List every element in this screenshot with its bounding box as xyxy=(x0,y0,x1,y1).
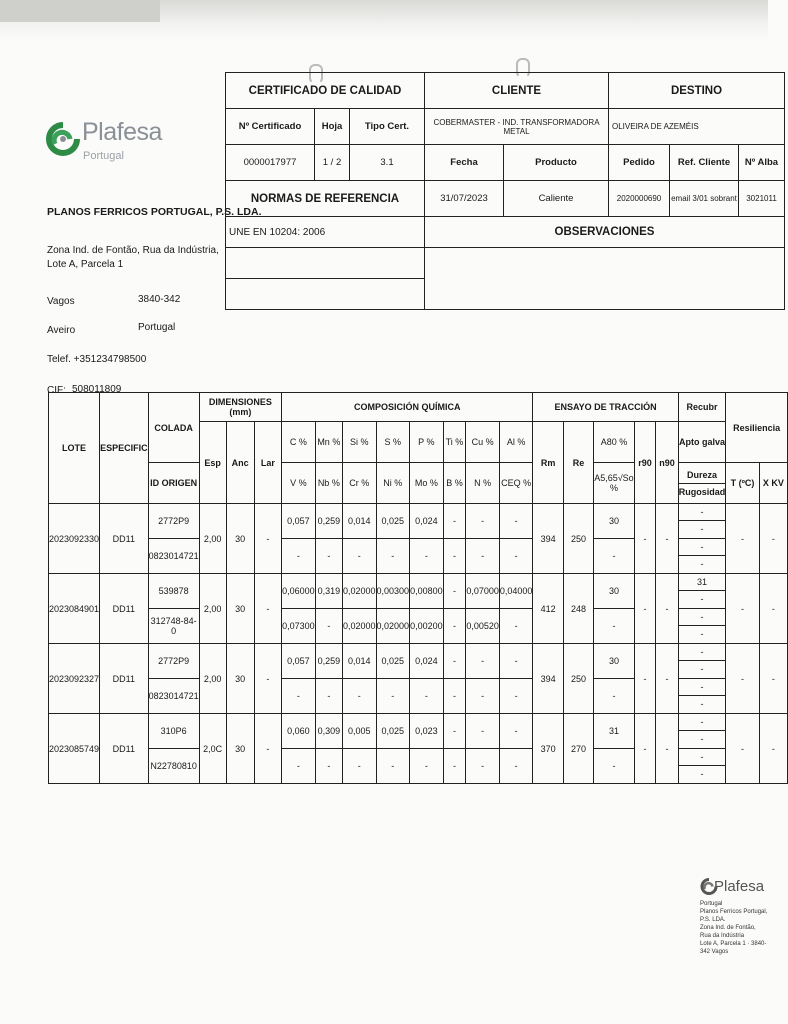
chem-top-header: Si % xyxy=(342,422,376,463)
composicion-header: COMPOSICIÓN QUÍMICA xyxy=(282,393,533,422)
chem-top-cell: 0,06000 xyxy=(282,574,316,609)
rugosidad-header: Rugosidad xyxy=(678,486,726,497)
cert-number: 0000017977 xyxy=(226,145,315,181)
kv-cell: - xyxy=(759,574,787,644)
chem-top-header: Cu % xyxy=(466,422,500,463)
id-origen-cell: 0823014721 xyxy=(148,679,199,714)
esp-cell: 2,00 xyxy=(199,644,226,714)
tc-cell: - xyxy=(726,644,760,714)
chem-bottom-cell: - xyxy=(443,749,466,784)
id-origen-cell: N22780810 xyxy=(148,749,199,784)
producto-label: Producto xyxy=(504,145,609,181)
chem-top-cell: - xyxy=(466,504,500,539)
company-postcode: 3840-342 xyxy=(138,294,181,305)
chem-top-cell: 0,023 xyxy=(410,714,444,749)
chem-top-cell: 0,060 xyxy=(282,714,316,749)
recubr-cell xyxy=(678,644,726,679)
chem-bottom-cell: - xyxy=(342,539,376,574)
chem-top-cell: - xyxy=(499,504,533,539)
tipo-label: Tipo Cert. xyxy=(350,109,425,145)
colada-header: COLADA xyxy=(148,393,199,463)
rm-header: Rm xyxy=(533,422,563,504)
chem-bottom-header: B % xyxy=(443,463,466,504)
stamp-brand: Plafesa xyxy=(714,878,765,895)
header-table xyxy=(225,72,785,310)
certificate-title: CERTIFICADO DE CALIDAD xyxy=(226,73,425,109)
chem-bottom-cell: - xyxy=(315,539,342,574)
chem-top-cell: - xyxy=(466,644,500,679)
chem-bottom-cell: - xyxy=(315,609,342,644)
especific-cell: DD11 xyxy=(100,644,149,714)
lote-header: LOTE xyxy=(49,393,100,504)
id-origen-header: ID ORIGEN xyxy=(148,463,199,504)
chem-top-cell: 0,07000 xyxy=(466,574,500,609)
chem-bottom-cell: - xyxy=(342,749,376,784)
chem-bottom-cell: - xyxy=(376,539,410,574)
fecha-value: 31/07/2023 xyxy=(425,181,504,217)
chem-top-cell: 0,005 xyxy=(342,714,376,749)
chem-bottom-cell: - xyxy=(466,539,500,574)
kv-cell: - xyxy=(759,644,787,714)
lar-cell: - xyxy=(254,644,281,714)
chem-bottom-cell: - xyxy=(499,679,533,714)
company-address: Zona Ind. de Fontão, Rua da Indústria, Lote A, Parcela 1 xyxy=(47,245,219,270)
lote-cell: 2023084901 xyxy=(49,574,100,644)
id-origen-cell: 0823014721 xyxy=(148,539,199,574)
id-origen-cell: 312748-84-0 xyxy=(148,609,199,644)
observaciones-label: OBSERVACIONES xyxy=(425,217,785,248)
recubr-value: - xyxy=(700,699,704,709)
especific-cell: DD11 xyxy=(100,504,149,574)
kv-header: X KV xyxy=(759,463,787,504)
stamp-line2: Zona Ind. de Fontão, Rua da Indústria xyxy=(700,925,756,939)
company-name: PLANOS FERRICOS PORTUGAL, P.S. LDA. xyxy=(47,206,262,218)
tc-cell: - xyxy=(726,504,760,574)
recubr-value: - xyxy=(700,594,704,604)
company-phone: Telef. +351234798500 xyxy=(47,354,147,365)
cert-number-label: Nº Certificado xyxy=(226,109,315,145)
chem-bottom-cell: 0,00520 xyxy=(466,609,500,644)
company-city: Vagos xyxy=(47,296,75,307)
kv-cell: - xyxy=(759,504,787,574)
recubr-value: - xyxy=(700,629,704,639)
chem-top-cell: - xyxy=(443,644,466,679)
chem-top-cell: - xyxy=(443,504,466,539)
re-cell: 250 xyxy=(563,644,593,714)
lar-cell: - xyxy=(254,714,281,784)
chem-top-cell: 0,02000 xyxy=(342,574,376,609)
chem-bottom-cell: - xyxy=(410,539,444,574)
dureza-rugosidad-header xyxy=(678,463,726,504)
company-logo xyxy=(46,118,162,174)
cliente-value: COBERMASTER - IND. TRANSFORMADORA METAL xyxy=(425,109,609,145)
chem-top-header: Mn % xyxy=(315,422,342,463)
re-header: Re xyxy=(563,422,593,504)
logo-brand: Plafesa xyxy=(82,118,162,146)
chem-top-cell: 0,014 xyxy=(342,504,376,539)
recubr-cell xyxy=(678,714,726,749)
chem-bottom-cell: - xyxy=(282,749,316,784)
chem-top-cell: - xyxy=(443,574,466,609)
chem-bottom-cell: 0,07300 xyxy=(282,609,316,644)
recubr-cell xyxy=(678,504,726,539)
chem-bottom-cell: - xyxy=(342,679,376,714)
a-alt-cell: - xyxy=(594,539,634,574)
re-cell: 250 xyxy=(563,504,593,574)
tc-header: T (ºC) xyxy=(726,463,760,504)
rm-cell: 412 xyxy=(533,574,563,644)
albaran-value: 3021011 xyxy=(739,181,785,217)
chem-bottom-cell: - xyxy=(410,749,444,784)
r90-cell: - xyxy=(634,574,656,644)
r90-cell: - xyxy=(634,644,656,714)
especific-header: ESPECIFIC xyxy=(100,393,149,504)
norma-value: UNE EN 10204: 2006 xyxy=(226,217,425,248)
logo-subtitle: Portugal xyxy=(83,150,124,162)
company-cif-label: CIF: xyxy=(47,385,66,396)
dureza-header: Dureza xyxy=(679,467,726,484)
dimensiones-header: DIMENSIONES (mm) xyxy=(199,393,282,422)
chem-top-cell: 0,025 xyxy=(376,714,410,749)
esp-cell: 2,0C xyxy=(199,714,226,784)
chem-top-cell: - xyxy=(499,714,533,749)
test-results-table xyxy=(48,392,788,784)
colada-cell: 539878 xyxy=(148,574,199,609)
re-cell: 248 xyxy=(563,574,593,644)
recubr-header: Recubr xyxy=(678,393,726,422)
n90-cell: - xyxy=(656,714,678,784)
especific-cell: DD11 xyxy=(100,714,149,784)
chem-top-cell: 0,024 xyxy=(410,504,444,539)
a-alt-cell: - xyxy=(594,609,634,644)
lar-cell: - xyxy=(254,504,281,574)
recubr-value: 31 xyxy=(679,574,726,591)
recubr-value: - xyxy=(679,644,726,661)
ensayo-header: ENSAYO DE TRACCIÓN xyxy=(533,393,678,422)
chem-bottom-header: Mo % xyxy=(410,463,444,504)
chem-bottom-cell: 0,02000 xyxy=(342,609,376,644)
esp-header: Esp xyxy=(199,422,226,504)
recubr-cell xyxy=(678,574,726,609)
hoja-label: Hoja xyxy=(315,109,350,145)
a-alt-cell: - xyxy=(594,749,634,784)
lote-cell: 2023085749 xyxy=(49,714,100,784)
recubr-cell xyxy=(678,539,726,574)
a-alt-header: A5,65√So % xyxy=(594,463,634,504)
recubr-value: - xyxy=(700,559,704,569)
chem-top-header: P % xyxy=(410,422,444,463)
chem-bottom-cell: - xyxy=(443,609,466,644)
chem-bottom-cell: - xyxy=(410,679,444,714)
chem-bottom-header: Ni % xyxy=(376,463,410,504)
observaciones-body xyxy=(425,248,785,310)
destino-label: DESTINO xyxy=(609,73,785,109)
n90-cell: - xyxy=(656,504,678,574)
chem-bottom-header: Nb % xyxy=(315,463,342,504)
rm-cell: 370 xyxy=(533,714,563,784)
a80-cell: 31 xyxy=(594,714,634,749)
anc-cell: 30 xyxy=(226,644,254,714)
a80-cell: 30 xyxy=(594,504,634,539)
company-stamp xyxy=(700,878,768,958)
chem-bottom-cell: - xyxy=(376,679,410,714)
normas-label: NORMAS DE REFERENCIA xyxy=(226,181,425,217)
lar-cell: - xyxy=(254,574,281,644)
chem-top-cell: 0,319 xyxy=(315,574,342,609)
plafesa-logo-icon xyxy=(46,122,80,162)
colada-cell: 310P6 xyxy=(148,714,199,749)
chem-bottom-cell: - xyxy=(315,679,342,714)
chem-bottom-cell: 0,02000 xyxy=(376,609,410,644)
chem-top-cell: 0,057 xyxy=(282,504,316,539)
chem-top-cell: 0,00800 xyxy=(410,574,444,609)
a80-header: A80 % xyxy=(594,422,634,463)
cliente-label: CLIENTE xyxy=(425,73,609,109)
tc-cell: - xyxy=(726,574,760,644)
recubr-value: - xyxy=(679,539,726,556)
recubr-value: - xyxy=(700,664,704,674)
chem-bottom-cell: - xyxy=(443,679,466,714)
r90-header: r90 xyxy=(634,422,656,504)
ref-cliente-value: email 3/01 sobrant xyxy=(670,181,739,217)
chem-bottom-header: N % xyxy=(466,463,500,504)
chem-bottom-cell: - xyxy=(376,749,410,784)
esp-cell: 2,00 xyxy=(199,504,226,574)
chem-bottom-cell: - xyxy=(466,749,500,784)
colada-cell: 2772P9 xyxy=(148,504,199,539)
chem-top-cell: 0,057 xyxy=(282,644,316,679)
n90-cell: - xyxy=(656,644,678,714)
recubr-cell xyxy=(678,609,726,644)
a80-cell: 30 xyxy=(594,644,634,679)
company-country: Portugal xyxy=(138,322,176,333)
chem-top-header: Ti % xyxy=(443,422,466,463)
n90-header: n90 xyxy=(656,422,678,504)
a80-cell: 30 xyxy=(594,574,634,609)
chem-bottom-cell: - xyxy=(315,749,342,784)
esp-cell: 2,00 xyxy=(199,574,226,644)
recubr-value: - xyxy=(679,504,726,521)
recubr-value: - xyxy=(700,769,704,779)
especific-cell: DD11 xyxy=(100,574,149,644)
chem-top-cell: 0,309 xyxy=(315,714,342,749)
chem-top-cell: 0,259 xyxy=(315,504,342,539)
chem-top-cell: - xyxy=(443,714,466,749)
chem-top-cell: 0,04000 xyxy=(499,574,533,609)
lote-cell: 2023092330 xyxy=(49,504,100,574)
chem-top-cell: - xyxy=(499,644,533,679)
chem-bottom-cell: - xyxy=(443,539,466,574)
recubr-value: - xyxy=(679,714,726,731)
a-alt-cell: - xyxy=(594,679,634,714)
recubr-value: - xyxy=(679,679,726,696)
recubr-value: - xyxy=(700,734,704,744)
stamp-line3: Lote A, Parcela 1 · 3840-342 Vagos xyxy=(700,941,767,955)
chem-bottom-cell: - xyxy=(499,609,533,644)
company-cif: 508011809 xyxy=(72,384,122,395)
chem-top-cell: 0,00300 xyxy=(376,574,410,609)
chem-bottom-cell: - xyxy=(466,679,500,714)
chem-top-cell: 0,025 xyxy=(376,504,410,539)
fecha-label: Fecha xyxy=(425,145,504,181)
tc-cell: - xyxy=(726,714,760,784)
kv-cell: - xyxy=(759,714,787,784)
hoja-value: 1 / 2 xyxy=(315,145,350,181)
rm-cell: 394 xyxy=(533,644,563,714)
lote-cell: 2023092327 xyxy=(49,644,100,714)
rm-cell: 394 xyxy=(533,504,563,574)
stamp-line1: Planos Ferricos Portugal, P.S. LDA. xyxy=(700,909,768,923)
chem-top-header: S % xyxy=(376,422,410,463)
anc-header: Anc xyxy=(226,422,254,504)
chem-top-header: C % xyxy=(282,422,316,463)
recubr-value: - xyxy=(679,749,726,766)
colada-cell: 2772P9 xyxy=(148,644,199,679)
chem-top-header: Al % xyxy=(499,422,533,463)
recubr-cell xyxy=(678,679,726,714)
scan-shadow-corner xyxy=(0,0,160,22)
norma-blank xyxy=(226,248,425,279)
pedido-value: 2020000690 xyxy=(609,181,670,217)
pedido-label: Pedido xyxy=(609,145,670,181)
albaran-label: Nº Alba xyxy=(739,145,785,181)
tipo-value: 3.1 xyxy=(350,145,425,181)
re-cell: 270 xyxy=(563,714,593,784)
chem-top-cell: 0,259 xyxy=(315,644,342,679)
chem-bottom-cell: - xyxy=(282,539,316,574)
company-district: Aveiro xyxy=(47,325,76,336)
lar-header: Lar xyxy=(254,422,281,504)
recubr-value: - xyxy=(679,609,726,626)
chem-bottom-header: Cr % xyxy=(342,463,376,504)
r90-cell: - xyxy=(634,714,656,784)
resiliencia-header: Resiliencia xyxy=(726,393,788,463)
stamp-text xyxy=(700,900,768,956)
recubr-value: - xyxy=(700,524,704,534)
apto-header: Apto galva xyxy=(678,422,726,463)
chem-bottom-cell: 0,00200 xyxy=(410,609,444,644)
anc-cell: 30 xyxy=(226,714,254,784)
chem-bottom-cell: - xyxy=(282,679,316,714)
destino-value: OLIVEIRA DE AZEMÉIS xyxy=(609,109,785,145)
chem-top-cell: 0,014 xyxy=(342,644,376,679)
r90-cell: - xyxy=(634,504,656,574)
anc-cell: 30 xyxy=(226,504,254,574)
chem-top-cell: 0,024 xyxy=(410,644,444,679)
n90-cell: - xyxy=(656,574,678,644)
producto-value: Caliente xyxy=(504,181,609,217)
chem-bottom-header: V % xyxy=(282,463,316,504)
chem-bottom-header: CEQ % xyxy=(499,463,533,504)
chem-top-cell: - xyxy=(466,714,500,749)
chem-bottom-cell: - xyxy=(499,749,533,784)
anc-cell: 30 xyxy=(226,574,254,644)
ref-cliente-label: Ref. Cliente xyxy=(670,145,739,181)
chem-bottom-cell: - xyxy=(499,539,533,574)
chem-top-cell: 0,025 xyxy=(376,644,410,679)
recubr-cell xyxy=(678,749,726,784)
stamp-sub: Portugal xyxy=(700,901,723,907)
norma-blank xyxy=(226,279,425,310)
